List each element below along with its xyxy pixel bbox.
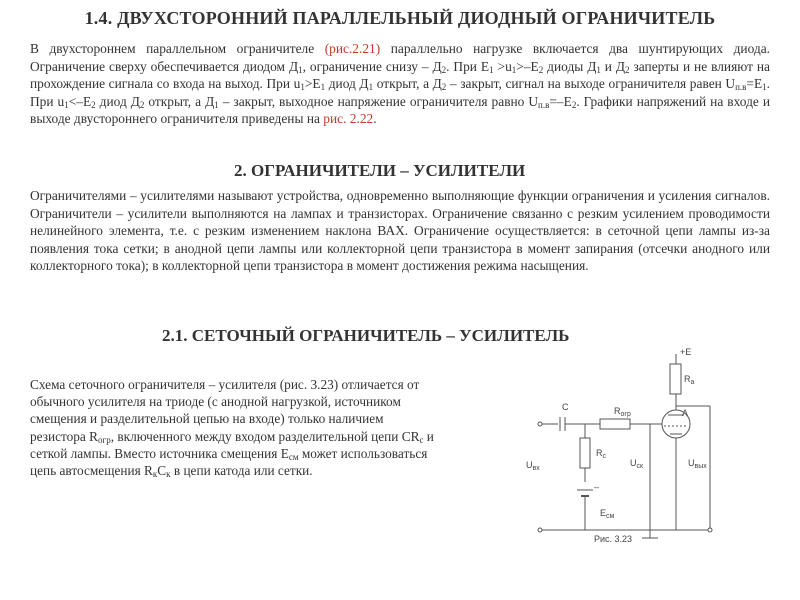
section-2-1-title: 2.1. СЕТОЧНЫЙ ОГРАНИЧИТЕЛЬ – УСИЛИТЕЛЬ xyxy=(162,326,570,345)
section-1-4-paragraph: В двухстороннем параллельном ограничителе (рис.2.21) параллельно нагрузке включается два шунтирующих диода. Ограничение сверху обеспечивается диодом $Д_1$, ограничение снизу – $Д_2$. При $Е_1 >u_1>-Е_2$ диоды $Д_1$ и $Д_2$ заперты и не влияют на прохождение сигнала со входа на выход. При $u_1>Е_1$ диод $Д_1$ открыт, а $Д_2$ – закрыт, сигнал на выходе ограничителя равен $U_{п.в}=Е_1$. При $u_1<-Е_2$ диод $Д_2$ открыт, а $Д_1$ – закрыт, выходное напряжение ограничителя равно $U_{п.в}=-Е_2$. Графики напряжений на входе и выходе двустороннего ограничителя приведены на рис. 2.22. xyxy=(30,41,771,127)
grid-resistor xyxy=(580,438,590,468)
grid-resistor-label: $R_c$ xyxy=(596,448,606,460)
bias-minus-label: – xyxy=(594,482,600,492)
section-2-title: 2. ОГРАНИЧИТЕЛИ – УСИЛИТЕЛИ xyxy=(234,161,526,180)
output-voltage-label: $U_{вых}$ xyxy=(688,458,707,470)
section-1-4-title: 1.4. ДВУХСТОРОННИЙ ПАРАЛЛЕЛЬНЫЙ ДИОДНЫЙ ОГРАНИЧИТЕЛЬ xyxy=(84,8,716,28)
capacitor-label: C xyxy=(562,402,569,412)
anode-resistor xyxy=(670,364,681,394)
grid-voltage-label: $U_{ск}$ xyxy=(630,458,644,470)
link-fig-2-21[interactable]: (рис.2.21) xyxy=(324,41,381,56)
anode-resistor-label: $R_a$ xyxy=(684,374,695,386)
supply-label: +E xyxy=(680,347,692,357)
figure-caption: Рис. 3.23 xyxy=(594,534,633,544)
grid-limiting-resistor xyxy=(600,419,630,429)
circuit-diagram xyxy=(510,340,770,560)
bias-source-label: $Е_{см}$ xyxy=(600,508,615,520)
tube-label: Λ xyxy=(682,408,689,418)
section-2-1-paragraph: Схема сеточного ограничителя – усилителя (рис. 3.23) отличается от обычного усилителя на триоде (с анодной нагрузкой, источником смещения и разделительной цепью на входе) только наличием резистора $R_{огр}$, включенного между входом разделительной цепи $CR_с$ и сеткой лампы. Вместо источника смещения $Е_{см}$ может использоваться цепь автосмещения $R_кС_к$ в цепи катода или сетки. xyxy=(30,377,434,480)
section-2-paragraph: Ограничителями – усилителями называют устройства, одновременно выполняющие функции ограничения и усиления сигналов. Ограничители – усилители выполняются на лампах и транзисторах. Ограничение связанно с резким усилением проводимости нелинейного элемента, т.е. с резким изменением наклона ВАХ. Ограничение осуществляется: в сеточной цепи лампы из-за появления тока сетки; в анодной цепи лампы или коллекторной цепи транзистора в момент запирания (отсечки анодного или коллекторного тока); в коллекторной цепи транзистора в момент достижения режима насыщения. xyxy=(30,188,770,274)
input-voltage-label: $U_{вх}$ xyxy=(526,460,540,472)
grid-limiting-resistor-label: $R_{огр}$ xyxy=(614,406,631,418)
link-fig-2-22[interactable]: рис. 2.22 xyxy=(323,111,374,127)
